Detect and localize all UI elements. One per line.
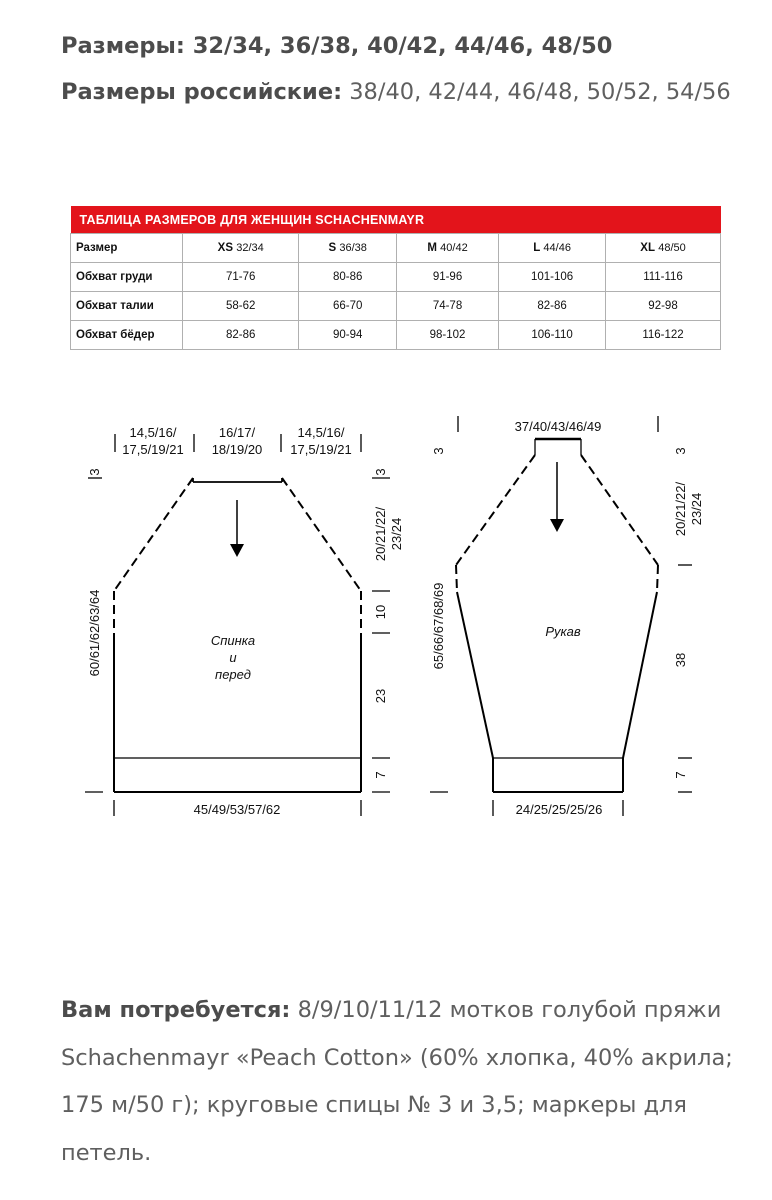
table-cell: 82-86 xyxy=(183,321,299,350)
sleeve-left-length-label: 65/66/67/68/69 xyxy=(431,582,446,670)
sleeve-right-raglan-label: 23/24 xyxy=(689,492,704,526)
table-cell: 116-122 xyxy=(606,321,721,350)
table-cell: 91-96 xyxy=(396,263,498,292)
sleeve-side-right xyxy=(623,592,657,758)
size-column-header: XS 32/34 xyxy=(183,234,299,263)
materials-paragraph xyxy=(61,987,741,1177)
sizes-value: 32/34, 36/38, 40/42, 44/46, 48/50 xyxy=(184,33,613,59)
body-piece-label: перед xyxy=(215,667,251,682)
sleeve-left-top-label: 3 xyxy=(431,447,446,455)
table-cell: 74-78 xyxy=(396,292,498,321)
body-left-length-label: 60/61/62/63/64 xyxy=(87,589,102,677)
sizes-label: Размеры: xyxy=(61,33,185,59)
table-cell: 92-98 xyxy=(606,292,721,321)
sleeve-side-right-dashed xyxy=(657,565,658,592)
table-cell: 71-76 xyxy=(183,263,299,292)
body-shoulder-right-label: 17,5/19/21 xyxy=(290,442,352,457)
sleeve-side-left-dashed xyxy=(456,565,457,592)
sleeve-right-raglan-label: 20/21/22/ xyxy=(673,481,688,537)
row-label: Обхват бёдер xyxy=(71,321,183,350)
table-cell: 82-86 xyxy=(499,292,606,321)
sizes-ru-value: 38/40, 42/44, 46/48, 50/52, 54/56 xyxy=(342,79,731,105)
body-neck-label: 18/19/20 xyxy=(211,442,263,457)
sleeve-side-left xyxy=(457,592,493,758)
row-label: Обхват талии xyxy=(71,292,183,321)
sleeve-bottom-width-label: 24/25/25/25/26 xyxy=(515,802,603,817)
body-right-raglan-label: 23/24 xyxy=(389,517,404,551)
sleeve-dimension-labels xyxy=(431,419,704,817)
materials-text: 8/9/10/11/12 мотков голубой пряжи Schachenmayr «Peach Cotton» (60% хлопка, 40% акрила; 175 м/50 г); круговые спицы № 3 и 3,5; маркеры для петель. xyxy=(61,997,733,1166)
body-right-mid-label: 10 xyxy=(373,604,388,620)
table-cell: 101-106 xyxy=(499,263,606,292)
sleeve-arrow xyxy=(550,462,564,532)
table-header-row xyxy=(71,234,721,263)
sleeve-piece-label: Рукав xyxy=(545,624,581,639)
size-column-header: M 40/42 xyxy=(396,234,498,263)
table-cell: 58-62 xyxy=(183,292,299,321)
body-arrow xyxy=(230,500,244,557)
body-neck-label: 16/17/ xyxy=(218,425,256,440)
table-header-label: Размер xyxy=(71,234,183,263)
size-table-title: ТАБЛИЦА РАЗМЕРОВ ДЛЯ ЖЕНЩИН SCHACHENMAYR xyxy=(71,206,721,234)
body-bottom-width-label: 45/49/53/57/62 xyxy=(193,802,281,817)
sleeve-raglan-left xyxy=(456,455,535,565)
table-row xyxy=(71,321,721,350)
sleeve-right-rib-label: 7 xyxy=(673,771,688,779)
body-shoulder-left-label: 14,5/16/ xyxy=(129,425,177,440)
size-table xyxy=(70,206,721,350)
body-left-top-label: 3 xyxy=(87,468,102,476)
table-row xyxy=(71,263,721,292)
body-raglan-left xyxy=(114,478,193,591)
sizes-ru-label: Размеры российские: xyxy=(61,79,343,105)
table-cell: 111-116 xyxy=(606,263,721,292)
body-shoulder-right-label: 14,5/16/ xyxy=(297,425,345,440)
sleeve-top-width-label: 37/40/43/46/49 xyxy=(514,419,602,434)
sleeve-right-body-label: 38 xyxy=(673,652,688,668)
row-label: Обхват груди xyxy=(71,263,183,292)
body-right-body-label: 23 xyxy=(373,688,388,704)
sleeve-right-top-label: 3 xyxy=(673,447,688,455)
sizes-paragraph xyxy=(61,23,741,115)
body-right-top-label: 3 xyxy=(373,468,388,476)
table-cell: 106-110 xyxy=(499,321,606,350)
size-column-header: XL 48/50 xyxy=(606,234,721,263)
body-right-rib-label: 7 xyxy=(373,771,388,779)
body-shoulder-left-label: 17,5/19/21 xyxy=(122,442,184,457)
materials-label: Вам потребуется: xyxy=(61,997,291,1023)
body-right-raglan-label: 20/21/22/ xyxy=(373,506,388,562)
table-cell: 90-94 xyxy=(299,321,396,350)
body-raglan-right xyxy=(282,478,361,591)
body-piece-label: Спинка xyxy=(210,633,256,648)
table-cell: 66-70 xyxy=(299,292,396,321)
table-cell: 98-102 xyxy=(396,321,498,350)
size-column-header: S 36/38 xyxy=(299,234,396,263)
table-row xyxy=(71,292,721,321)
table-cell: 80-86 xyxy=(299,263,396,292)
body-dimension-ticks xyxy=(85,434,390,816)
knitting-schematic xyxy=(0,390,772,830)
sleeve-raglan-right xyxy=(581,455,658,565)
size-column-header: L 44/46 xyxy=(499,234,606,263)
body-piece-label: и xyxy=(229,650,237,665)
